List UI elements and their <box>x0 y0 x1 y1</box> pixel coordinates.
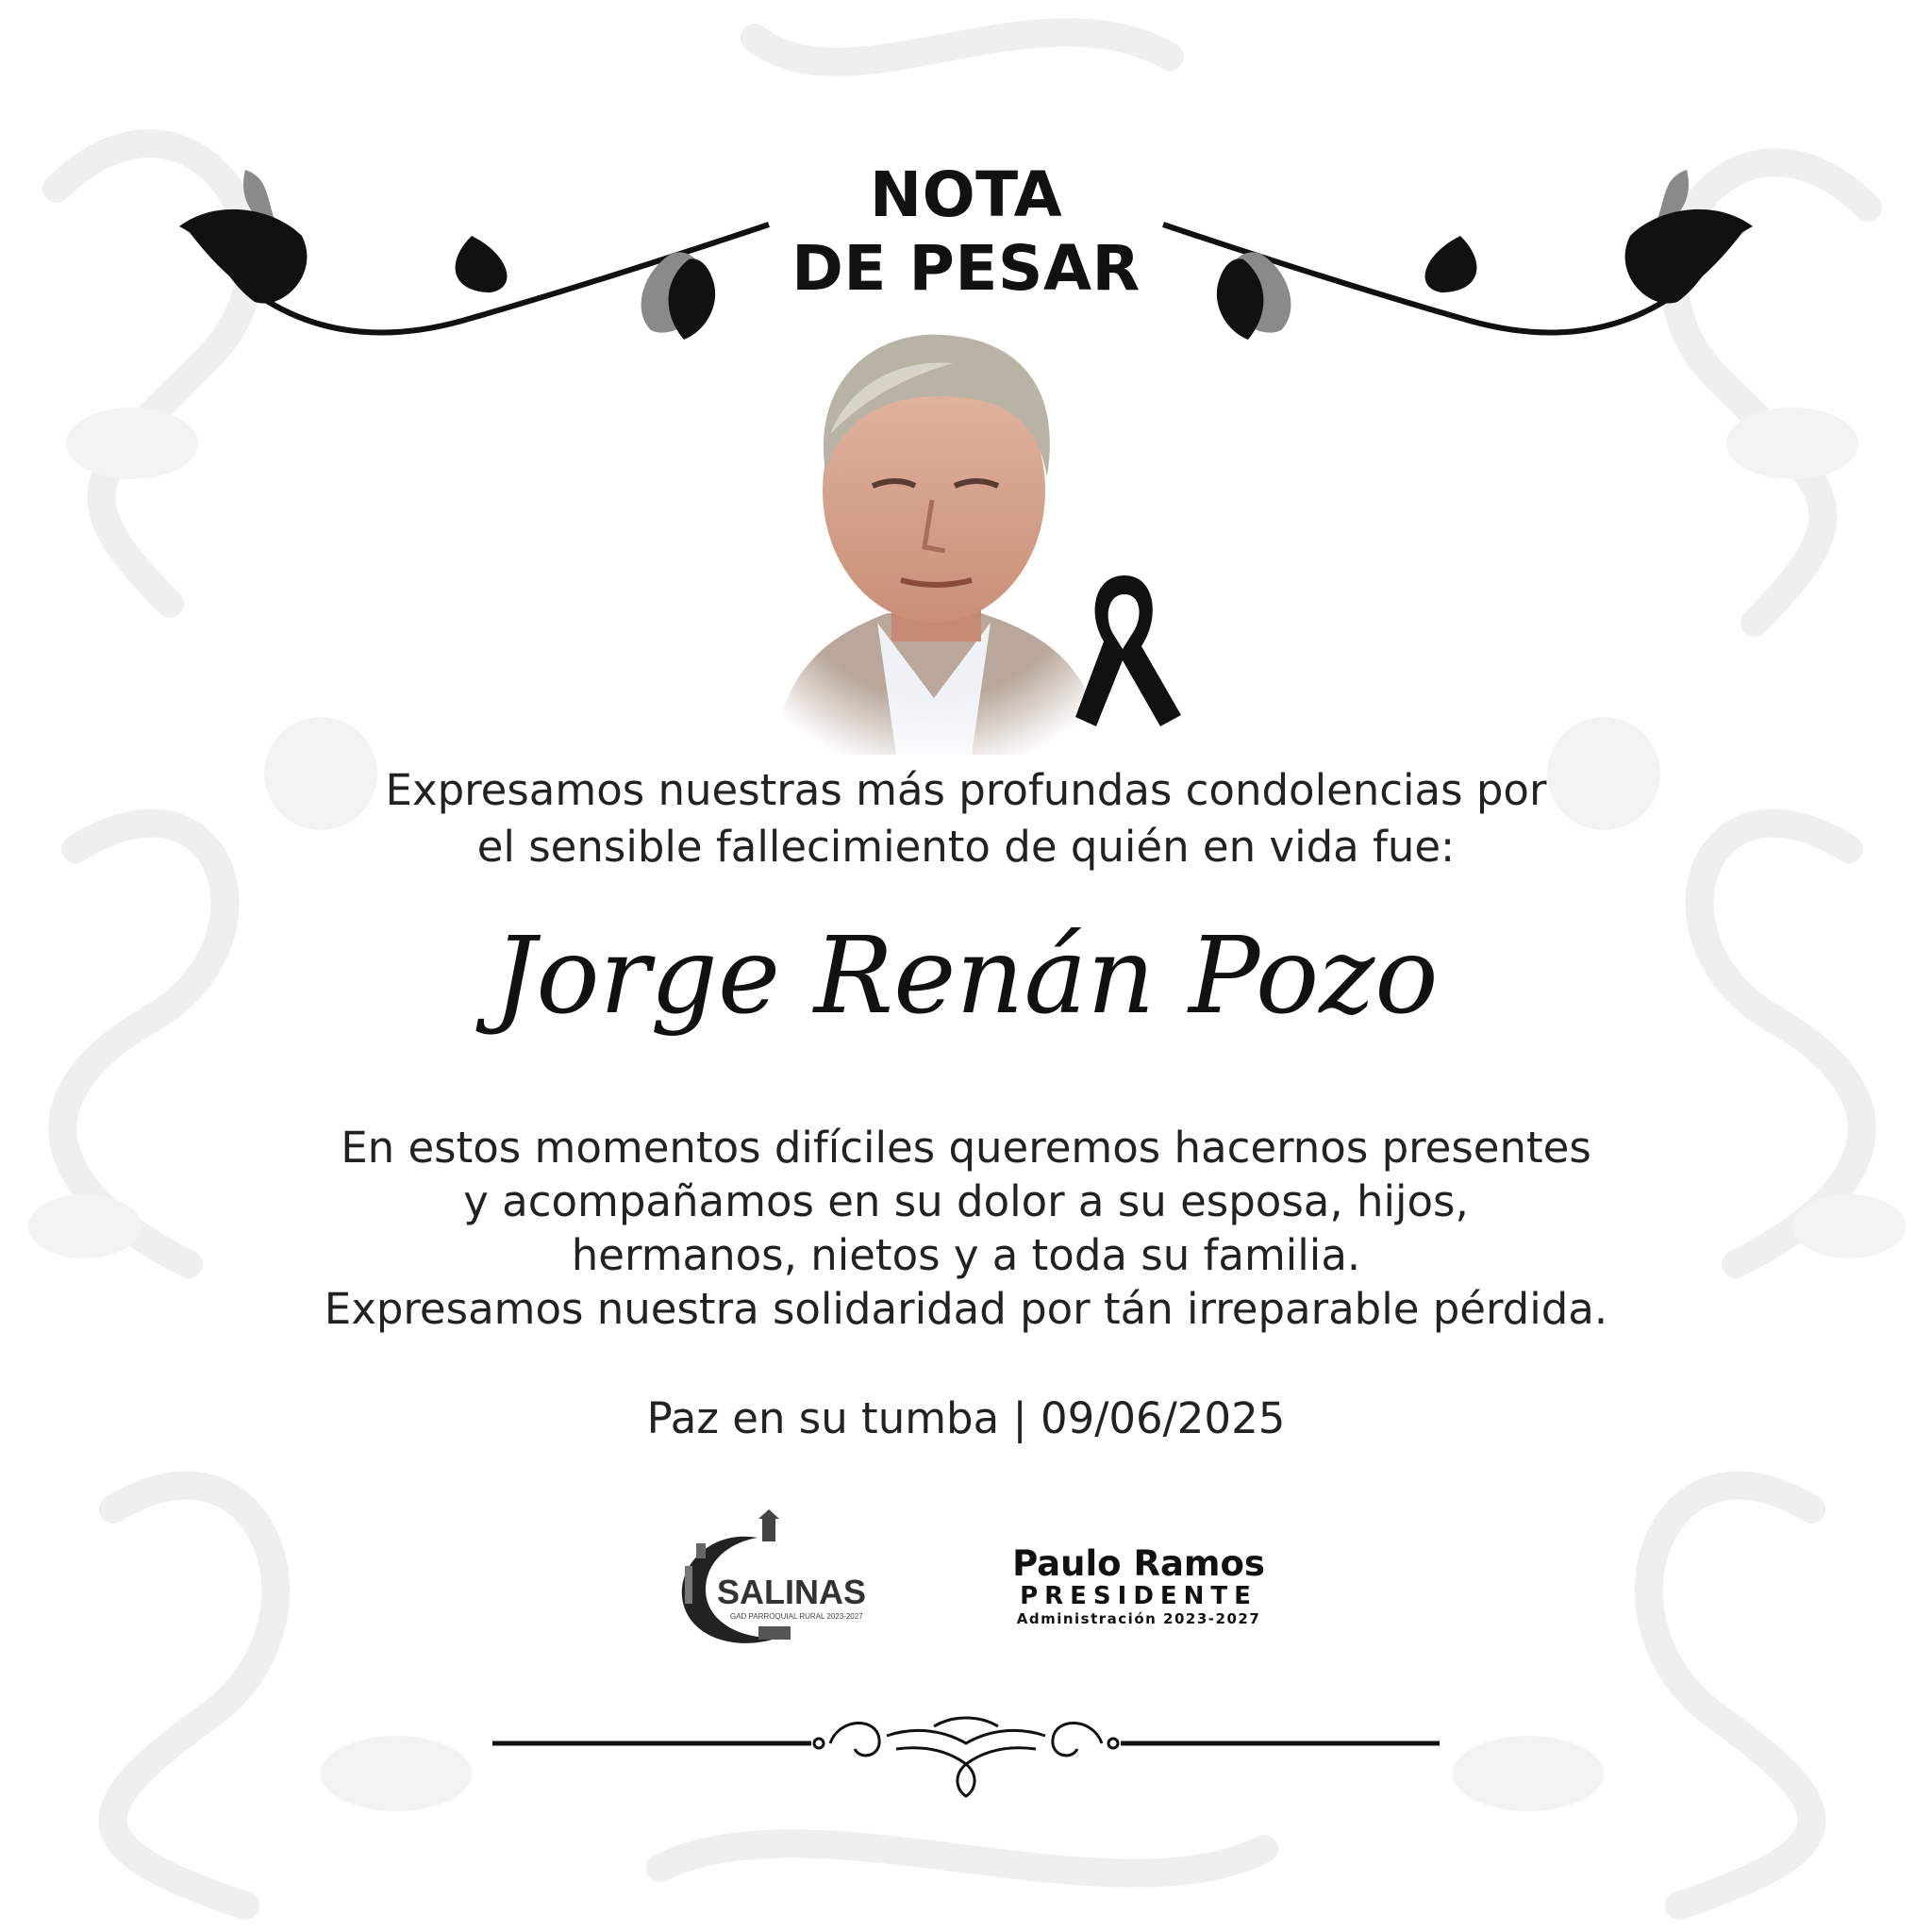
condolence-intro <box>283 762 1649 875</box>
bottom-flourish-divider <box>491 1707 1441 1802</box>
intro-line-2: el sensible fallecimiento de quién en vida fue: <box>476 822 1456 872</box>
message-line-3: hermanos, nietos y a toda su familia. <box>571 1230 1361 1280</box>
message-line-1: En estos momentos difíciles queremos hacernos presentes <box>341 1123 1591 1173</box>
intro-line-1: Expresamos nuestras más profundas condolencias por <box>385 765 1547 815</box>
title-line-2: DE PESAR <box>791 232 1141 305</box>
rest-in-peace-date: Paz en su tumba | 09/06/2025 <box>646 1393 1286 1443</box>
paulo-ramos-admin: Administración 2023-2027 <box>1016 1610 1261 1627</box>
paulo-ramos-logo <box>1002 1545 1275 1636</box>
message-line-2: y acompañamos en su dolor a su esposa, hijos, <box>463 1176 1469 1226</box>
title-line-1: NOTA <box>869 158 1063 231</box>
paulo-ramos-name: Paulo Ramos <box>1012 1543 1265 1584</box>
salinas-logo-subtitle: GAD PARROQUIAL RURAL 2023-2027 <box>730 1612 863 1621</box>
message-line-4: Expresamos nuestra solidaridad por tán irreparable pérdida. <box>324 1284 1608 1334</box>
paulo-ramos-role: PRESIDENTE <box>1020 1582 1257 1610</box>
mourning-ribbon-icon <box>1066 566 1189 736</box>
page-title <box>683 158 1249 306</box>
salinas-logo-text: SALINAS <box>717 1573 867 1611</box>
salinas-logo <box>668 1509 885 1651</box>
deceased-name: Jorge Renán Pozo <box>493 915 1439 1038</box>
condolence-message <box>264 1121 1668 1336</box>
